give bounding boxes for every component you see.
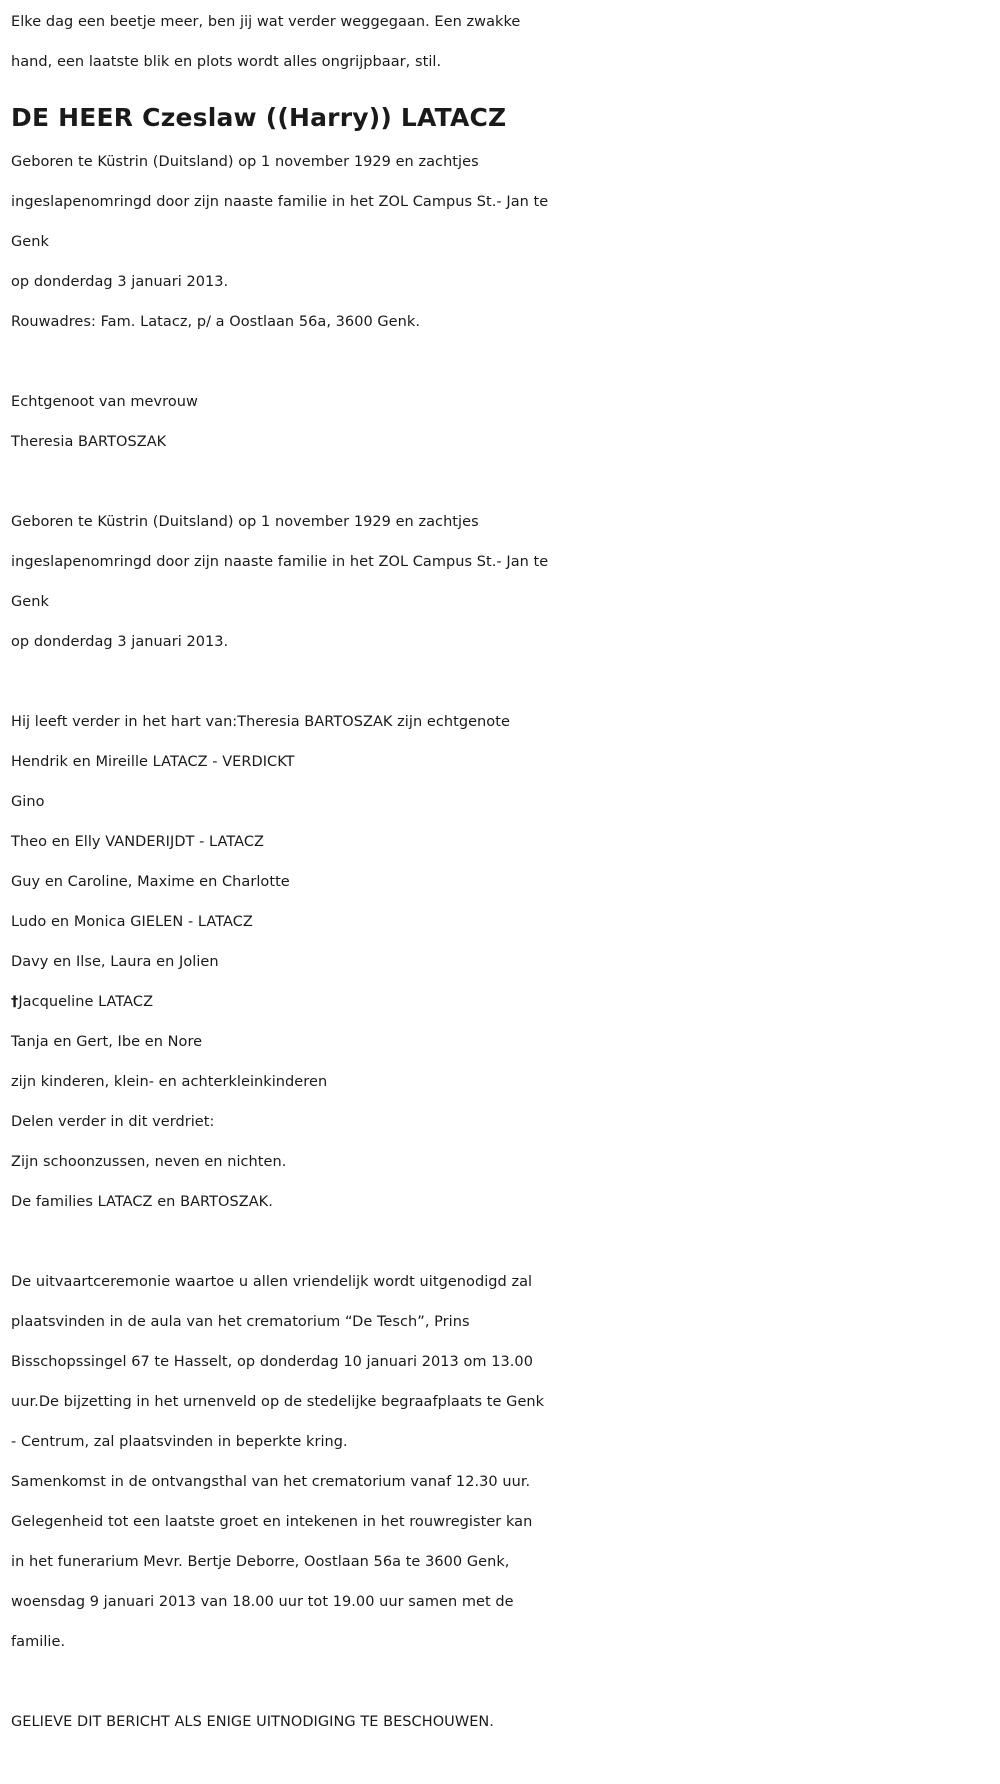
closing-notice: GELIEVE DIT BERICHT ALS ENIGE UITNODIGING TE BESCHOUWEN. (11, 1714, 494, 1730)
ceremony-line: Gelegenheid tot een laatste groet en intekenen in het rouwregister kan (11, 1514, 533, 1530)
ceremony-line: familie. (11, 1634, 66, 1650)
spacer (11, 1222, 989, 1262)
birth-line: Geboren te Küstrin (Duitsland) op 1 november 1929 en zachtjes (11, 514, 479, 530)
birth-line: Geboren te Küstrin (Duitsland) op 1 november 1929 en zachtjes (11, 154, 479, 170)
family-block (11, 702, 989, 1222)
birth-details-repeat-block (11, 502, 989, 662)
spacer (11, 462, 989, 502)
family-line: Hij leeft verder in het hart van:Theresia BARTOSZAK zijn echtgenote (11, 714, 510, 730)
family-line: Zijn schoonzussen, neven en nichten. (11, 1154, 287, 1170)
ceremony-line: Bisschopssingel 67 te Hasselt, op donderdag 10 januari 2013 om 13.00 (11, 1354, 533, 1370)
family-line: zijn kinderen, klein- en achterkleinkinderen (11, 1074, 328, 1090)
spouse-name: Theresia BARTOSZAK (11, 434, 167, 450)
ceremony-line: De uitvaartceremonie waartoe u allen vriendelijk wordt uitgenodigd zal (11, 1274, 533, 1290)
spacer (11, 1662, 989, 1702)
ceremony-line: in het funerarium Mevr. Bertje Deborre, Oostlaan 56a te 3600 Genk, (11, 1554, 510, 1570)
ceremony-line: woensdag 9 januari 2013 van 18.00 uur tot 19.00 uur samen met de (11, 1594, 514, 1610)
ceremony-line: - Centrum, zal plaatsvinden in beperkte kring. (11, 1434, 348, 1450)
family-line: Theo en Elly VANDERIJDT - LATACZ (11, 834, 265, 850)
intro-verse (11, 2, 989, 82)
death-date-line: op donderdag 3 januari 2013. (11, 634, 229, 650)
family-line-deceased (11, 982, 989, 1022)
ceremony-line: uur.De bijzetting in het urnenveld op de stedelijke begraafplaats te Genk (11, 1394, 545, 1410)
birth-line: Genk (11, 234, 49, 250)
birth-line: ingeslapenomringd door zijn naaste familie in het ZOL Campus St.- Jan te (11, 554, 549, 570)
condolence-address: Rouwadres: Fam. Latacz, p/ a Oostlaan 56a, 3600 Genk. (11, 314, 421, 330)
family-line: Tanja en Gert, Ibe en Nore (11, 1034, 203, 1050)
spouse-label: Echtgenoot van mevrouw (11, 394, 198, 410)
family-line: Ludo en Monica GIELEN - LATACZ (11, 914, 253, 930)
birth-line: ingeslapenomringd door zijn naaste familie in het ZOL Campus St.- Jan te (11, 194, 549, 210)
deceased-relative-name: Jacqueline LATACZ (18, 994, 154, 1010)
intro-line: hand, een laatste blik en plots wordt alles ongrijpbaar, stil. (11, 54, 442, 70)
intro-line: Elke dag een beetje meer, ben jij wat verder weggegaan. Een zwakke (11, 14, 521, 30)
birth-details-block (11, 142, 989, 342)
spacer (11, 342, 989, 382)
deceased-name-heading: DE HEER Czeslaw ((Harry)) LATACZ (11, 103, 507, 132)
ceremony-block (11, 1262, 989, 1662)
death-date-line: op donderdag 3 januari 2013. (11, 274, 229, 290)
cross-icon: † (11, 994, 19, 1010)
ceremony-line: Samenkomst in de ontvangsthal van het crematorium vanaf 12.30 uur. (11, 1474, 531, 1490)
spouse-block (11, 382, 989, 462)
family-line: Delen verder in dit verdriet: (11, 1114, 215, 1130)
family-line: De families LATACZ en BARTOSZAK. (11, 1194, 273, 1210)
family-line: Hendrik en Mireille LATACZ - VERDICKT (11, 754, 295, 770)
family-line: Davy en Ilse, Laura en Jolien (11, 954, 219, 970)
family-line: Guy en Caroline, Maxime en Charlotte (11, 874, 290, 890)
ceremony-line: plaatsvinden in de aula van het crematorium “De Tesch”, Prins (11, 1314, 470, 1330)
spacer (11, 662, 989, 702)
birth-line: Genk (11, 594, 49, 610)
family-line: Gino (11, 794, 45, 810)
